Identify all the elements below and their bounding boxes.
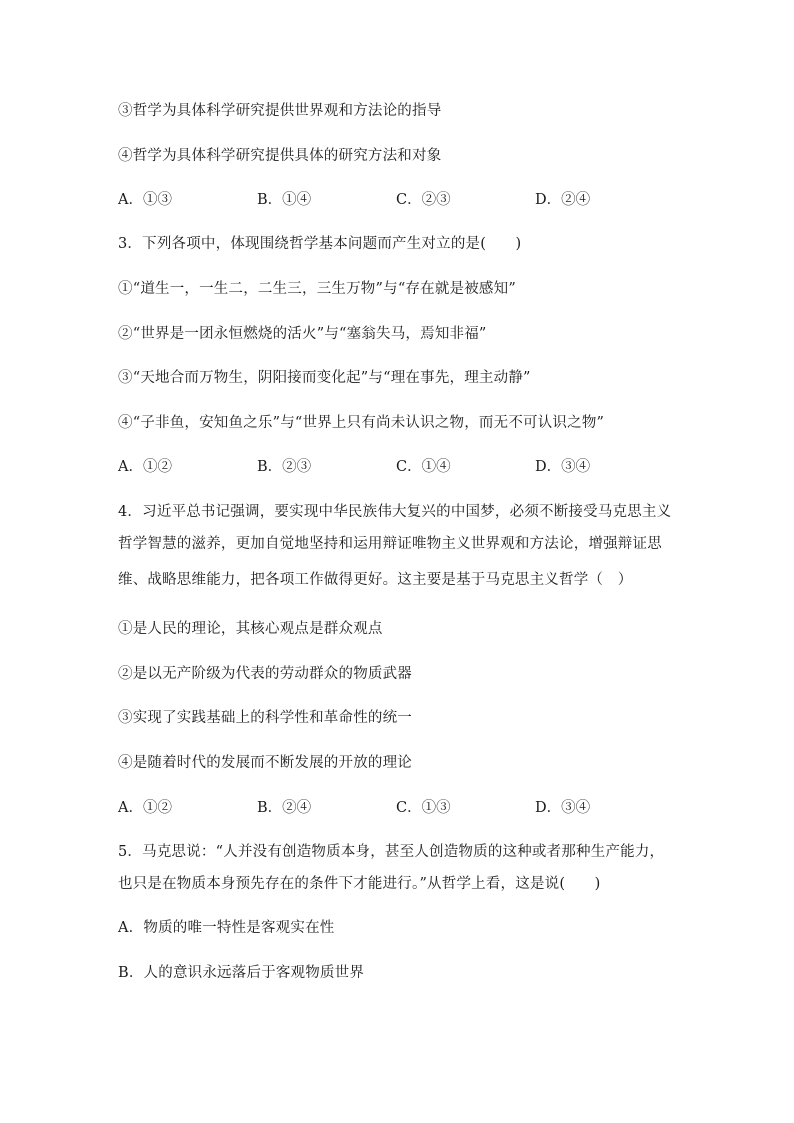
q5-stem-line-2: 也只是在物质本身预先存在的条件下才能进行。”从哲学上看，这是说( ) — [118, 876, 601, 892]
q3-option-d[interactable]: D．③④ — [535, 459, 591, 475]
q4-option-b[interactable]: B．②④ — [257, 800, 312, 816]
q2-options — [118, 190, 678, 210]
q3-statement-1: ①“道生一，一生二，二生三，三生万物”与“存在就是被感知” — [118, 281, 516, 297]
q2-statement-3: ③哲学为具体科学研究提供世界观和方法论的指导 — [118, 103, 442, 119]
q5-option-b[interactable]: B．人的意识永远落后于客观物质世界 — [118, 965, 365, 981]
q5-option-a[interactable]: A．物质的唯一特性是客观实在性 — [118, 920, 335, 936]
q4-stem-line-3: 维、战略思维能力，把各项工作做得更好。这主要是基于马克思主义哲学（ ） — [118, 572, 633, 588]
q4-option-c[interactable]: C．①③ — [396, 800, 451, 816]
q5-stem-line-1: 5．马克思说：“人并没有创造物质本身，甚至人创造物质的这种或者那种生产能力， — [118, 844, 665, 860]
q3-option-a[interactable]: A．①② — [118, 459, 172, 475]
q2-option-c[interactable]: C．②③ — [396, 192, 451, 208]
q4-option-a[interactable]: A．①② — [118, 800, 172, 816]
q4-statement-1: ①是人民的理论，其核心观点是群众观点 — [118, 621, 383, 637]
q4-option-d[interactable]: D．③④ — [535, 800, 591, 816]
q2-option-b[interactable]: B．①④ — [257, 192, 312, 208]
q3-option-c[interactable]: C．①④ — [396, 459, 451, 475]
q3-statement-2: ②“世界是一团永恒燃烧的活火”与“塞翁失马，焉知非福” — [118, 326, 487, 342]
q3-options — [118, 457, 678, 477]
q4-statement-2: ②是以无产阶级为代表的劳动群众的物质武器 — [118, 666, 412, 682]
q4-stem-line-2: 哲学智慧的滋养，更加自觉地坚持和运用辩证唯物主义世界观和方法论，增强辩证思 — [118, 536, 662, 552]
q2-option-d[interactable]: D．②④ — [535, 192, 591, 208]
q4-statement-3: ③实现了实践基础上的科学性和革命性的统一 — [118, 710, 412, 726]
q3-option-b[interactable]: B．②③ — [257, 459, 312, 475]
q4-statement-4: ④是随着时代的发展而不断发展的开放的理论 — [118, 755, 412, 771]
q2-option-a[interactable]: A．①③ — [118, 192, 172, 208]
q3-statement-4: ④“子非鱼，安知鱼之乐”与“世界上只有尚未认识之物，而无不可认识之物” — [118, 415, 605, 431]
q4-stem-line-1: 4．习近平总书记强调，要实现中华民族伟大复兴的中国梦，必须不断接受马克思主义 — [118, 504, 672, 520]
q4-options — [118, 798, 678, 818]
q3-statement-3: ③“天地合而万物生，阴阳接而变化起”与“理在事先，理主动静” — [118, 370, 531, 386]
q3-stem: 3．下列各项中，体现围绕哲学基本问题而产生对立的是( ) — [118, 236, 522, 252]
q2-statement-4: ④哲学为具体科学研究提供具体的研究方法和对象 — [118, 148, 442, 164]
